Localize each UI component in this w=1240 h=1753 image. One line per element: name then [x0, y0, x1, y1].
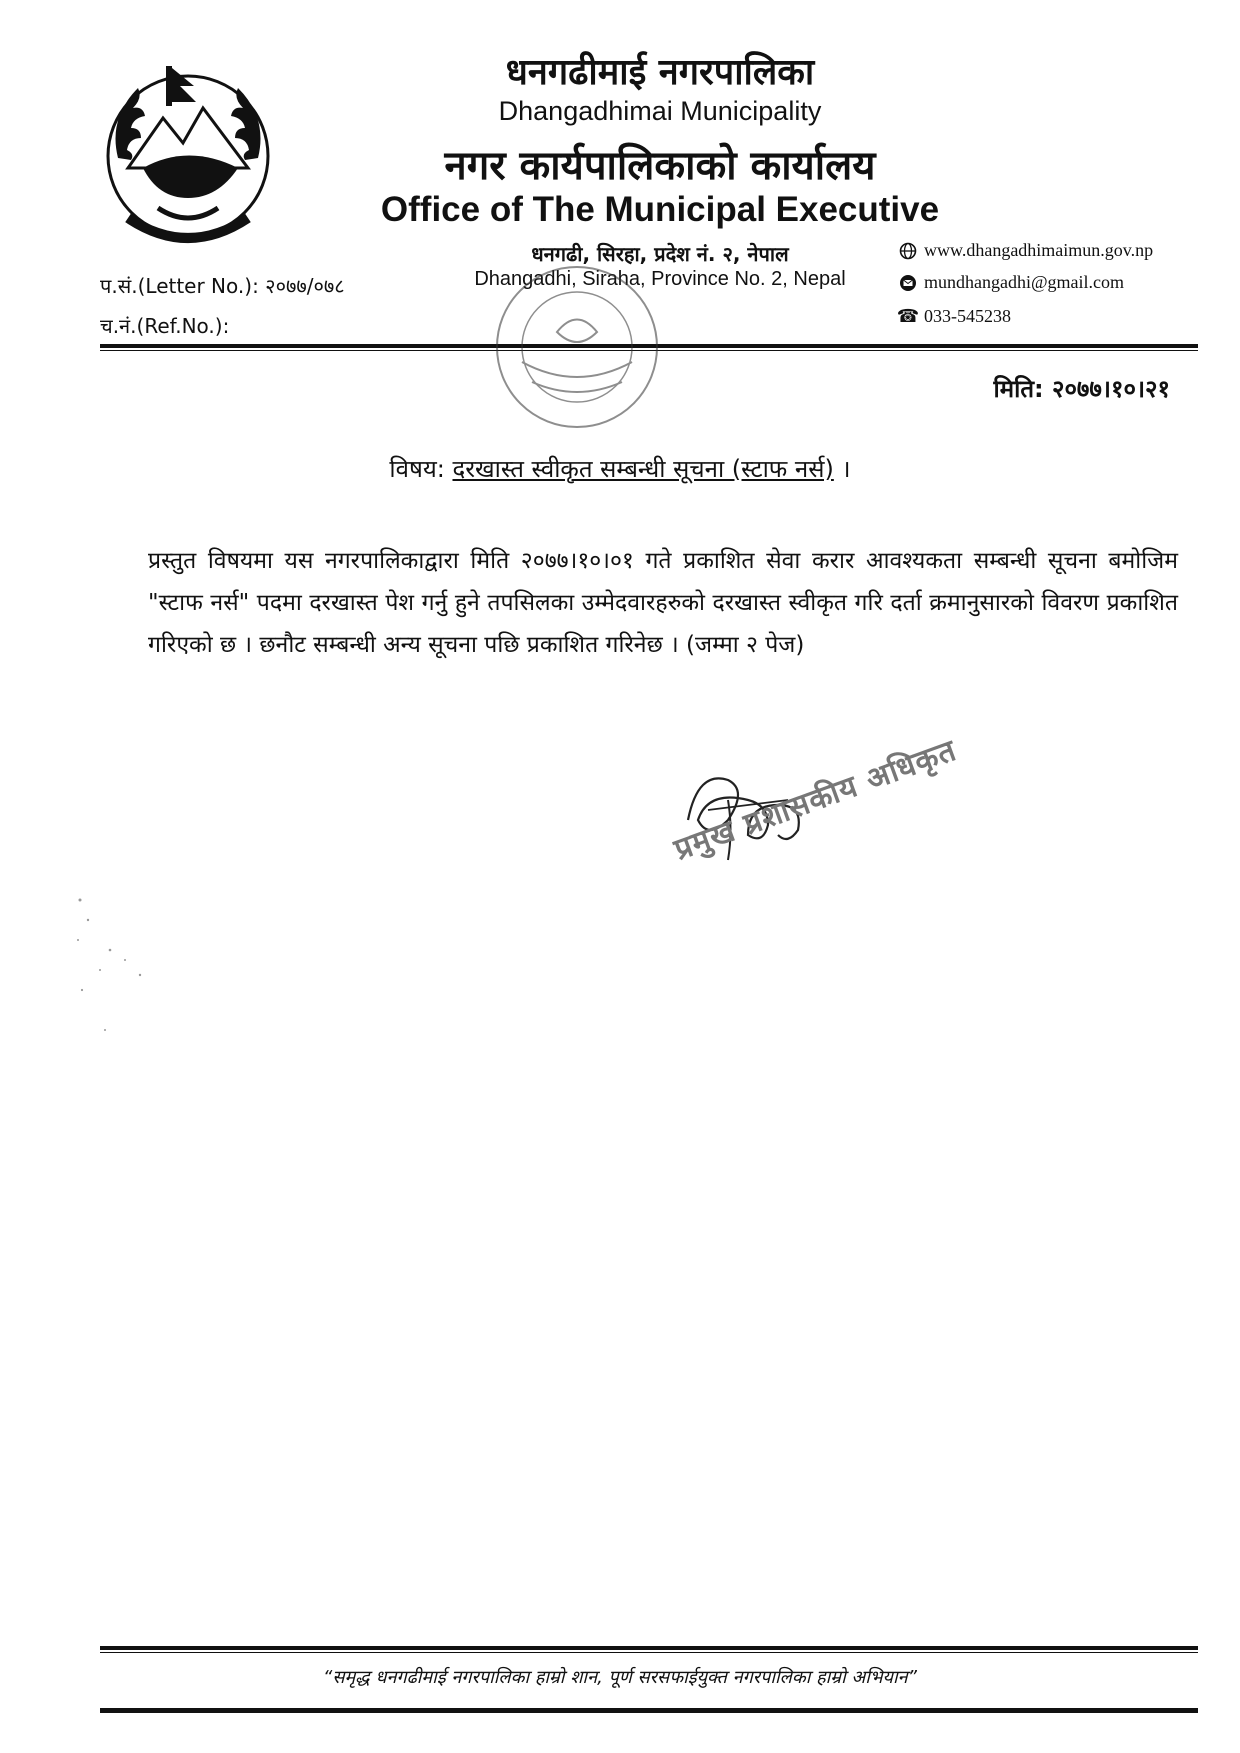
office-stamp: [462, 262, 692, 442]
address-english: Dhangadhi, Siraha, Province No. 2, Nepal: [474, 268, 846, 290]
phone-icon: ☎: [896, 306, 920, 326]
office-name-nepali: नगर कार्यपालिकाको कार्यालय: [444, 143, 876, 189]
body-paragraph: प्रस्तुत विषयमा यस नगरपालिकाद्वारा मिति २०७७।१०।०१ गते प्रकाशित सेवा करार आवश्यकता सम्बन्धी सूचना बमोजिम "स्टाफ नर्स" पदमा दरखास्त पेश गर्नु हुने तपसिलका उम्मेदवारहरुको दरखास्त स्वीकृत गरि दर्ता क्रमानुसारको विवरण प्रकाशित गरिएको छ । छनौट सम्बन्धी अन्य सूचना पछि प्रकाशित गरिनेछ । (जम्मा २ पेज): [148, 548, 1178, 658]
address-nepali: धनगढी, सिरहा, प्रदेश नं. २, नेपाल: [531, 242, 789, 266]
subject-line: [0, 452, 1240, 485]
signatory-title: प्रमुख प्रशासकीय अधिकृत: [669, 732, 962, 868]
footer-rule: [100, 1646, 1198, 1650]
phone-text: 033-545238: [924, 306, 1011, 326]
subject-label: विषय:: [389, 455, 445, 483]
scan-specks: [70, 880, 160, 1040]
subject-end: ।: [841, 455, 851, 483]
website-text[interactable]: www.dhangadhimaimun.gov.np: [924, 240, 1154, 260]
nepal-emblem-icon: [88, 48, 288, 248]
footer-slogan: “समृद्ध धनगढीमाई नगरपालिका हाम्रो शान, पूर्ण सरसफाईयुक्त नगरपालिका हाम्रो अभियान”: [323, 1667, 917, 1688]
globe-icon: [898, 241, 918, 261]
reference-number: च.नं.(Ref.No.):: [100, 314, 230, 338]
office-name-english: Office of The Municipal Executive: [380, 190, 940, 229]
subject-text: दरखास्त स्वीकृत सम्बन्धी सूचना (स्टाफ नर्स): [452, 455, 834, 483]
footer-rule-bottom: [100, 1708, 1198, 1713]
phone-contact: [898, 306, 1011, 327]
email-contact: [898, 272, 1124, 293]
email-text[interactable]: mundhangadhi@gmail.com: [924, 272, 1125, 292]
municipality-name-english: Dhangadhimai Municipality: [498, 96, 822, 126]
letter-date: मिति: २०७७।१०।२१: [993, 375, 1170, 403]
email-icon: [898, 273, 918, 293]
website-contact: [898, 240, 1153, 261]
footer-rule-thin: [100, 1652, 1198, 1653]
municipality-name-nepali: धनगढीमाई नगरपालिका: [505, 52, 815, 93]
letter-number: प.सं.(Letter No.): २०७७/०७८: [100, 274, 345, 298]
